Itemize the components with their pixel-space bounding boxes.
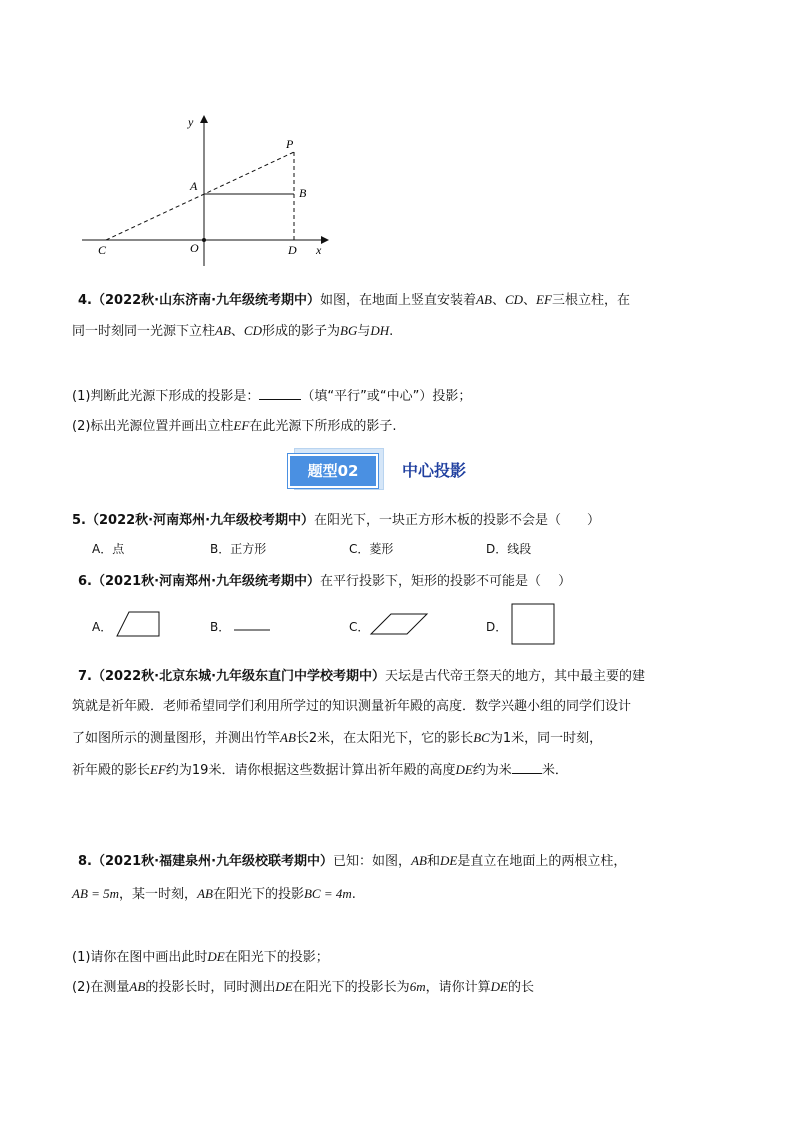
q5-source: （2022秋·河南郑州·九年级校考期中） — [85, 513, 315, 528]
q5-text: 在阳光下，一块正方形木板的投影不会是（ ） — [314, 513, 601, 528]
q4-sub2-text-a: (2)标出光源位置并画出立柱 — [72, 419, 234, 434]
q8-line2-text-b: 在阳光下的投影 — [212, 887, 304, 902]
q6-text: 在平行投影下，矩形的投影不可能是（ ） — [320, 574, 572, 589]
q8-sub2-DE: DE — [275, 979, 293, 994]
q8-sub2 — [72, 976, 534, 995]
q8-sub2-text-e: 的长 — [507, 980, 534, 995]
q7-line4-EF: EF — [150, 762, 166, 777]
q7-line3-text-a: 了如图所示的测量图形，并测出竹竿 — [72, 731, 281, 746]
q4-sub1-blank[interactable] — [259, 387, 301, 400]
q8-sub2-text-c: 在阳光下的投影长为 — [292, 980, 410, 995]
q8-line2-text-c: . — [351, 887, 356, 902]
label-O: O — [190, 241, 199, 255]
q8-sub2-text-d: ，请你计算 — [425, 980, 491, 995]
label-B: B — [299, 186, 307, 200]
q8-line1-AB: AB — [411, 853, 427, 868]
q4-sub2-EF: EF — [233, 418, 250, 433]
q6-option-c[interactable]: C． — [349, 620, 370, 634]
q7-line2: 筑就是祈年殿．老师希望同学们利用所学过的知识测量祈年殿的高度．数学兴趣小组的同学们设计 — [72, 699, 632, 714]
q8-number: 8. — [78, 854, 92, 869]
q7-line3 — [72, 727, 602, 746]
q7-line4-text-c: 约为米 — [472, 763, 512, 778]
q4-line2 — [72, 320, 393, 339]
q4-line2-text-c: 与 — [357, 324, 371, 339]
q8-source: （2021秋·福建泉州·九年级校联考期中） — [91, 854, 334, 869]
q8-line1-text-b: 和 — [426, 854, 440, 869]
q4-line2-text-d: . — [389, 324, 394, 339]
q4-line2-text-a: 同一时刻同一光源下立柱 — [72, 324, 216, 339]
q7-line4-text-d: 米． — [541, 763, 568, 778]
q6-source: （2021秋·河南郑州·九年级统考期中） — [91, 574, 321, 589]
q8-line2-text-a: ，某一时刻， — [119, 887, 198, 902]
label-y: y — [188, 115, 194, 129]
q7-line4 — [72, 759, 568, 778]
q8-sub2-AB: AB — [129, 979, 146, 994]
q7-line4-text-b: 约为19米．请你根据这些数据计算出祈年殿的高度 — [165, 763, 456, 778]
q6-number: 6. — [78, 574, 92, 589]
q5-number: 5. — [72, 513, 86, 528]
q8-sub2-text-b: 的投影长时，同时测出 — [145, 980, 276, 995]
q4-sub1-text-b: （填“平行”或“中心”）投影； — [301, 389, 472, 404]
q4-sep2: 、 — [523, 293, 537, 308]
q8-sub1 — [72, 946, 329, 965]
q7-line3-BC: BC — [473, 730, 490, 745]
q4-CD: CD — [504, 292, 524, 307]
q7-line4-DE: DE — [455, 762, 473, 777]
q4-line2-sep: 、 — [230, 324, 244, 339]
q8-line1-DE: DE — [439, 853, 458, 868]
q6-option-c-shape[interactable] — [369, 612, 431, 638]
section-banner — [288, 448, 382, 488]
label-x: x — [316, 243, 322, 257]
q8-line1-text-c: 是直立在地面上的两根立柱， — [457, 854, 627, 869]
q4-source: （2022秋·山东济南·九年级统考期中） — [91, 293, 321, 308]
origin-point — [202, 238, 206, 242]
q6-option-a-shape[interactable] — [115, 610, 163, 638]
q4-sub2-text-b: 在此光源下所形成的影子. — [249, 419, 397, 434]
q8-sub1-DE: DE — [207, 949, 225, 964]
q4-line2-CD: CD — [243, 323, 262, 338]
q8-sub2-DE2: DE — [490, 979, 508, 994]
q5-option-d[interactable]: D．线段 — [486, 542, 532, 556]
q4-text-a: 如图，在地面上竖直安装着 — [320, 293, 477, 308]
q5-stem — [72, 509, 600, 528]
q4-sep1: 、 — [491, 293, 505, 308]
q8-line2-AB: AB — [197, 886, 213, 901]
q4-AB: AB — [476, 292, 492, 307]
q4-sub2 — [72, 415, 396, 434]
q8-sub1-text-b: 在阳光下的投影； — [224, 950, 329, 965]
q4-sub1 — [72, 385, 471, 404]
q7-line4-text-a: 祈年殿的影长 — [72, 763, 151, 778]
q6-option-d[interactable]: D． — [486, 620, 508, 634]
q8-eq-AB: AB = 5m — [72, 886, 120, 901]
q7-line3-text-c: 为1米，同一时刻， — [489, 731, 603, 746]
coordinate-figure — [70, 108, 340, 268]
q7-number: 7. — [78, 669, 92, 684]
q8-sub1-text-a: (1)请你在图中画出此时 — [72, 950, 208, 965]
q6-stem — [78, 570, 571, 589]
q8-sub2-value: 6m — [409, 979, 426, 994]
banner-tag: 题型02 — [288, 454, 378, 488]
q8-line1-text-a: 已知：如图， — [333, 854, 412, 869]
q8-line1 — [78, 850, 626, 869]
label-P: P — [286, 137, 294, 151]
q5-option-c[interactable]: C．菱形 — [349, 542, 394, 556]
label-A: A — [190, 179, 198, 193]
dashed-CP — [106, 152, 294, 240]
q4-number: 4. — [78, 293, 92, 308]
q7-answer-blank[interactable] — [512, 761, 542, 774]
q4-DH: DH — [370, 323, 390, 338]
q8-line2 — [72, 883, 356, 902]
q6-option-b-shape[interactable] — [232, 610, 274, 636]
label-D: D — [288, 243, 297, 257]
q4-text-b: 三根立柱，在 — [551, 293, 630, 308]
q7-line1 — [78, 665, 645, 684]
q7-source: （2022秋·北京东城·九年级东直门中学校考期中） — [91, 669, 386, 684]
q4-line2-text-b: 形成的影子为 — [261, 324, 340, 339]
q8-eq-BC: BC = 4m — [303, 886, 352, 901]
q4-line1 — [78, 289, 630, 308]
q7-line3-AB: AB — [280, 730, 296, 745]
q4-sub1-text-a: (1)判断此光源下形成的投影是： — [72, 389, 260, 404]
q4-line2-AB: AB — [215, 323, 231, 338]
q5-option-b[interactable]: B．正方形 — [210, 542, 267, 556]
q4-EF: EF — [536, 292, 552, 307]
q4-BG: BG — [340, 323, 358, 338]
q6-option-a[interactable]: A． — [92, 620, 113, 634]
q7-line1-text: 天坛是古代帝王祭天的地方，其中最主要的建 — [385, 669, 646, 684]
banner-title: 中心投影 — [402, 461, 467, 480]
q5-option-a[interactable]: A．点 — [92, 542, 125, 556]
q8-sub2-text-a: (2)在测量 — [72, 980, 130, 995]
label-C: C — [98, 243, 107, 257]
q6-option-d-shape[interactable] — [511, 603, 557, 647]
q6-option-b[interactable]: B． — [210, 620, 231, 634]
q7-line3-text-b: 长2米，在太阳光下，它的影长 — [295, 731, 474, 746]
